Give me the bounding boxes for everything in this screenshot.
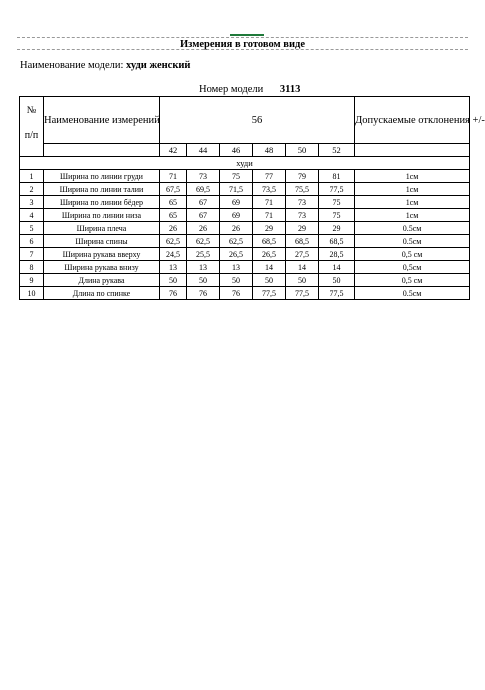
measurement-name: Ширина спины [44, 235, 160, 248]
group-label: худи [20, 157, 470, 170]
measurement-value: 71 [253, 209, 286, 222]
header-accent-line [230, 34, 264, 36]
row-number: 4 [20, 209, 44, 222]
measurement-value: 73 [286, 196, 319, 209]
size-header-cell: 44 [187, 144, 220, 157]
model-number-value: 3113 [279, 84, 301, 95]
row-number: 8 [20, 261, 44, 274]
measurement-value: 24,5 [160, 248, 187, 261]
size-header-cell: 50 [286, 144, 319, 157]
size-header-cell: 48 [253, 144, 286, 157]
measurement-value: 81 [319, 170, 355, 183]
row-number: 5 [20, 222, 44, 235]
model-number-line [199, 84, 300, 95]
measurement-value: 77,5 [286, 287, 319, 300]
empty-cell [355, 144, 470, 157]
tolerance-value: 1см [355, 183, 470, 196]
measurement-name: Ширина по линии груди [44, 170, 160, 183]
col-header-size-group: 56 [160, 97, 355, 144]
measurement-value: 75 [319, 209, 355, 222]
measurement-value: 71 [160, 170, 187, 183]
table-row [20, 274, 470, 287]
tolerance-value: 0.5см [355, 235, 470, 248]
tolerance-value: 0,5см [355, 261, 470, 274]
tolerance-value: 0,5 см [355, 248, 470, 261]
measurement-value: 68,5 [319, 235, 355, 248]
measurement-value: 14 [286, 261, 319, 274]
measurement-value: 26 [160, 222, 187, 235]
measurement-value: 71 [253, 196, 286, 209]
tolerance-value: 1см [355, 209, 470, 222]
measurement-value: 69 [220, 196, 253, 209]
measurement-value: 69 [220, 209, 253, 222]
measurement-value: 76 [160, 287, 187, 300]
measurement-value: 50 [160, 274, 187, 287]
measurement-value: 50 [253, 274, 286, 287]
measurement-value: 29 [253, 222, 286, 235]
measurement-value: 62,5 [160, 235, 187, 248]
measurement-name: Длина рукава [44, 274, 160, 287]
measurement-value: 76 [220, 287, 253, 300]
model-name-line [20, 60, 190, 71]
table-row [20, 170, 470, 183]
measurement-value: 29 [319, 222, 355, 235]
measurement-value: 73 [187, 170, 220, 183]
row-number: 3 [20, 196, 44, 209]
table-row [20, 209, 470, 222]
tolerance-value: 1см [355, 170, 470, 183]
measurement-value: 71,5 [220, 183, 253, 196]
model-number-label: Номер модели [199, 84, 264, 95]
measurement-value: 26,5 [220, 248, 253, 261]
measurement-value: 26,5 [253, 248, 286, 261]
table-row [20, 196, 470, 209]
measurement-value: 69,5 [187, 183, 220, 196]
table-row [20, 248, 470, 261]
measurement-value: 50 [220, 274, 253, 287]
table-row [20, 235, 470, 248]
measurement-value: 67 [187, 209, 220, 222]
measurement-value: 75 [319, 196, 355, 209]
row-number: 6 [20, 235, 44, 248]
measurement-value: 65 [160, 209, 187, 222]
tolerance-value: 0.5см [355, 287, 470, 300]
size-header-cell: 52 [319, 144, 355, 157]
measurements-table [19, 96, 485, 300]
measurement-value: 62,5 [220, 235, 253, 248]
measurement-value: 26 [187, 222, 220, 235]
measurement-value: 13 [160, 261, 187, 274]
measurement-name: Ширина по линии талии [44, 183, 160, 196]
tolerance-value: 0,5 см [355, 274, 470, 287]
measurement-value: 73,5 [253, 183, 286, 196]
row-number: 10 [20, 287, 44, 300]
row-number: 1 [20, 170, 44, 183]
measurement-value: 14 [253, 261, 286, 274]
tolerance-value: 1см [355, 196, 470, 209]
table-row [20, 222, 470, 235]
col-header-number: № п/п [20, 97, 44, 157]
measurement-value: 75 [220, 170, 253, 183]
measurement-value: 77,5 [253, 287, 286, 300]
table-row [20, 287, 470, 300]
measurement-value: 77 [253, 170, 286, 183]
measurement-value: 75,5 [286, 183, 319, 196]
tolerance-value: 0.5см [355, 222, 470, 235]
measurement-value: 65 [160, 196, 187, 209]
measurement-value: 62,5 [187, 235, 220, 248]
model-name-label: Наименование модели: [20, 60, 124, 71]
measurement-value: 50 [187, 274, 220, 287]
measurement-value: 67 [187, 196, 220, 209]
measurement-name: Ширина по линии низа [44, 209, 160, 222]
measurement-value: 77,5 [319, 287, 355, 300]
measurement-value: 68,5 [253, 235, 286, 248]
measurement-value: 25,5 [187, 248, 220, 261]
measurement-name: Ширина рукава внизу [44, 261, 160, 274]
document-title: Измерения в готовом виде [17, 37, 468, 50]
size-header-cell: 46 [220, 144, 253, 157]
row-number: 9 [20, 274, 44, 287]
measurement-name: Ширина рукава вверху [44, 248, 160, 261]
measurement-value: 76 [187, 287, 220, 300]
measurement-value: 67,5 [160, 183, 187, 196]
size-header-cell: 42 [160, 144, 187, 157]
measurement-value: 27,5 [286, 248, 319, 261]
measurement-name: Длина по спинке [44, 287, 160, 300]
model-name-value: худи женский [126, 60, 191, 71]
measurement-value: 28,5 [319, 248, 355, 261]
measurement-value: 77,5 [319, 183, 355, 196]
empty-cell [44, 144, 160, 157]
measurement-value: 13 [220, 261, 253, 274]
col-header-measurement-name: Наименование измерений [44, 97, 160, 144]
measurement-name: Ширина плеча [44, 222, 160, 235]
measurement-name: Ширина по линии бёдер [44, 196, 160, 209]
col-header-tolerance: Допускаемые отклонения +/- [355, 97, 470, 144]
measurement-value: 14 [319, 261, 355, 274]
measurement-value: 26 [220, 222, 253, 235]
measurement-value: 73 [286, 209, 319, 222]
table-row [20, 261, 470, 274]
measurement-value: 68,5 [286, 235, 319, 248]
measurement-value: 13 [187, 261, 220, 274]
measurement-value: 79 [286, 170, 319, 183]
measurement-value: 50 [319, 274, 355, 287]
row-number: 2 [20, 183, 44, 196]
table-row [20, 183, 470, 196]
row-number: 7 [20, 248, 44, 261]
measurement-value: 50 [286, 274, 319, 287]
measurement-value: 29 [286, 222, 319, 235]
